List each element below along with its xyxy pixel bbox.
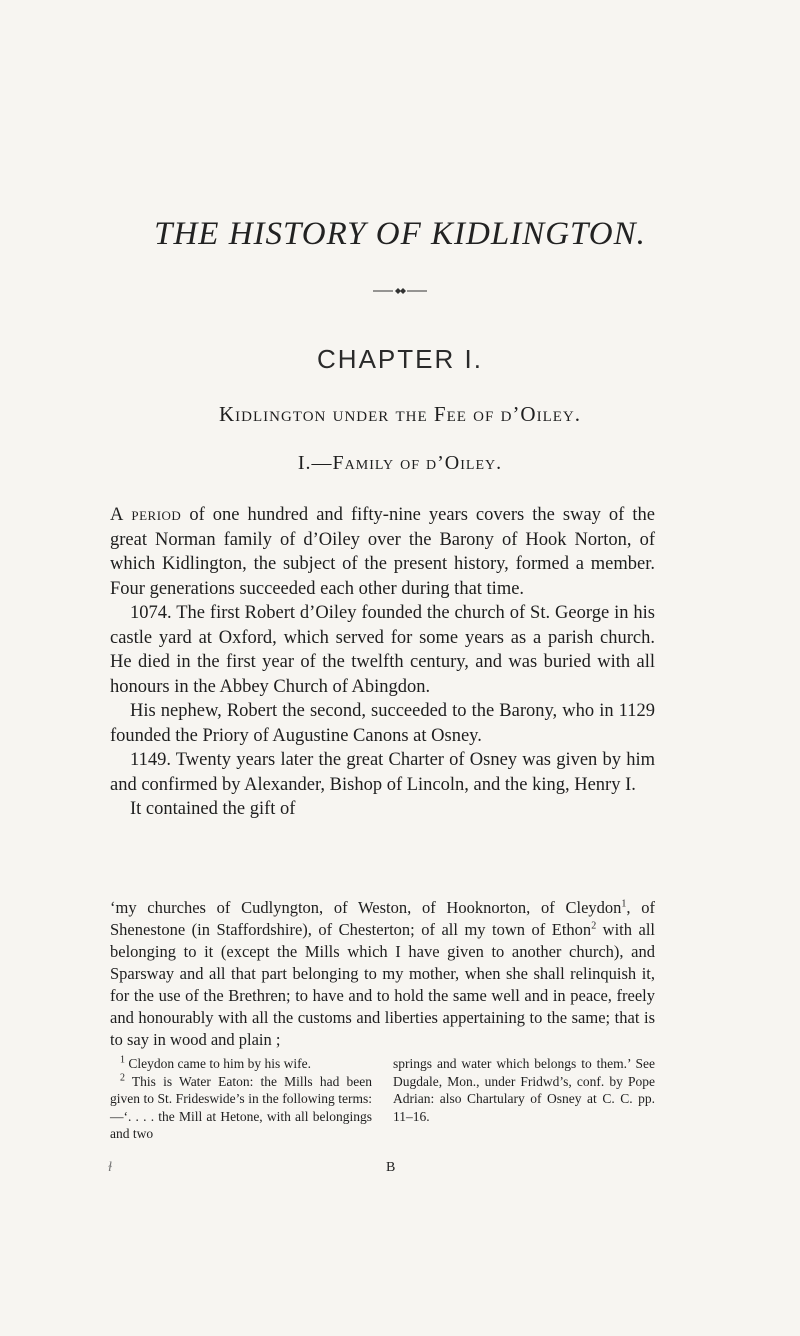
footnote-1-mark: 1 xyxy=(120,1054,125,1066)
footnote-ref-1: 1 xyxy=(621,898,627,910)
footnotes xyxy=(110,1055,655,1143)
footnote-2-continued: springs and water which belongs to them.’ See Dugdale, Mon., under Fridwd’s, conf. by Pope Adrian: also Chartulary of Osney at C. C. pp. 11–16. xyxy=(393,1056,655,1124)
chapter-heading: CHAPTER I. xyxy=(317,344,483,374)
charter-quotation xyxy=(110,897,655,1051)
pencil-mark: ɫ xyxy=(108,1160,112,1175)
quote-part-3: with all belonging to it (except the Mills which I have given to another church), and Sparsway and all that part belonging to my mother, when she shall relinquish it, for the use of the Brethren; to have and to hold the same well and in peace, freely and honourably with all the customs and liberties appertaining to the same; that is to say in wood and plain ; xyxy=(110,920,656,1049)
footnote-1 xyxy=(110,1055,372,1073)
paragraph-2: 1074. The first Robert d’Oiley founded the church of St. George in his castle yard at Oxford, which served for some years as a parish church. He died in the first year of the twelfth century, and was buried with all honours in the Abbey Church of Abingdon. xyxy=(110,603,655,697)
footnote-ref-2: 2 xyxy=(591,920,597,932)
footnote-2-mark: 2 xyxy=(120,1072,125,1083)
quote-part-2: , of Shenestone (in Staffordshire), of Chesterton; of all my town of Ethon xyxy=(110,898,655,939)
footnote-2-text: This is Water Eaton: the Mills had been given to St. Frideswide’s in the following terms:—‘. . . . the Mill at Hetone, with all belongings and two xyxy=(110,1073,372,1141)
signature-mark: B xyxy=(386,1160,396,1175)
footnotes-right-column xyxy=(393,1055,655,1143)
footnote-1-text: Cleydon came to him by his wife. xyxy=(125,1056,311,1071)
paragraph-1-text: of one hundred and fifty-nine years covers the sway of the great Norman family of d’Oiley over the Barony of Hook Norton, of which Kidlington, the subject of the present history, formed a member. Four generations succeeded each other during that time. xyxy=(110,505,655,599)
paragraph-4: 1149. Twenty years later the great Charter of Osney was given by him and confirmed by Alexander, Bishop of Lincoln, and the king, Henry I. xyxy=(110,750,655,795)
ornament-divider xyxy=(373,287,427,295)
body-text xyxy=(110,503,655,822)
book-title: THE HISTORY OF KIDLINGTON. xyxy=(154,216,646,252)
paragraph-3: His nephew, Robert the second, succeeded to the Barony, who in 1129 founded the Priory of Augustine Canons at Osney. xyxy=(110,701,655,746)
footnote-2 xyxy=(110,1073,372,1143)
paragraph-lead: A period xyxy=(110,505,182,525)
quote-part-1: ‘my churches of Cudlyngton, of Weston, of Hooknorton, of Cleydon xyxy=(110,898,622,917)
paragraph-1 xyxy=(110,503,655,601)
section-heading: Kidlington under the Fee of d’Oiley. xyxy=(218,402,582,426)
paragraph-5: It contained the gift of xyxy=(130,799,296,819)
footnotes-left-column xyxy=(110,1055,372,1143)
subsection-heading: I.—Family of d’Oiley. xyxy=(297,452,503,474)
